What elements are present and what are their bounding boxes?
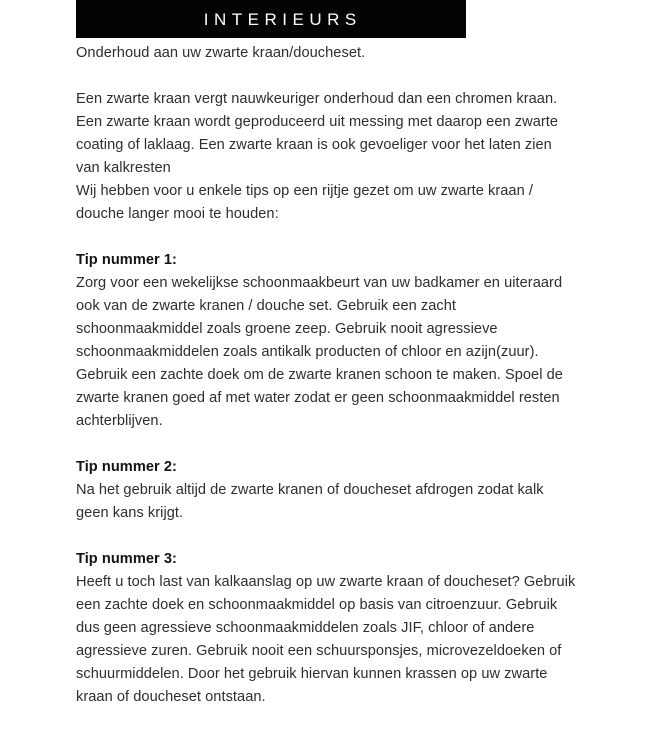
tip-heading: Tip nummer 3:: [76, 551, 177, 567]
tip-body: Zorg voor een wekelijkse schoonmaakbeurt van uw badkamer en uiteraard ook van de zwarte kranen / douche set. Gebruik een zacht schoonmaakmiddel zoals groene zeep. Gebruik nooit agressieve schoonmaakmiddelen zoals antikalk producten of chloor en azijn(zuur).: [76, 275, 563, 360]
spacer: [76, 65, 576, 88]
spacer: [76, 525, 576, 548]
lead-in-paragraph: Wij hebben voor u enkele tips op een rijtje gezet om uw zwarte kraan / douche langer mooi te houden:: [76, 183, 533, 222]
spacer: [76, 226, 576, 249]
page-title: Onderhoud aan uw zwarte kraan/doucheset.: [76, 45, 366, 61]
document-body: [76, 42, 576, 709]
tip-heading: Tip nummer 2:: [76, 459, 177, 475]
tip-body-continued: Gebruik een zachte doek om de zwarte kranen schoon te maken. Spoel de zwarte kranen goed af met water zodat er geen schoonmaakmiddel resten achterblijven.: [76, 367, 563, 429]
tip-heading: Tip nummer 1:: [76, 252, 177, 268]
tip-section-1: [76, 249, 576, 433]
tip-section-2: [76, 456, 576, 525]
tip-body: Heeft u toch last van kalkaanslag op uw zwarte kraan of doucheset? Gebruik een zachte doek en schoonmaakmiddel op basis van citroenzuur. Gebruik dus geen agressieve schoonmaakmiddelen zoals JIF, chloor of andere agressieve zuren. Gebruik nooit een schuursponsjes, microvezeldoeken of schuurmiddelen. Door het gebruik hiervan kunnen krassen op uw zwarte kraan of doucheset ontstaan.: [76, 574, 576, 705]
tip-section-3: [76, 548, 576, 709]
intro-paragraph: Een zwarte kraan vergt nauwkeuriger onderhoud dan een chromen kraan. Een zwarte kraan wordt geproduceerd uit messing met daarop een zwarte coating of laklaag. Een zwarte kraan is ook gevoeliger voor het laten zien van kalkresten: [76, 91, 559, 176]
spacer: [76, 433, 576, 456]
tip-body: Na het gebruik altijd de zwarte kranen of doucheset afdrogen zodat kalk geen kans krijgt.: [76, 482, 544, 521]
brand-banner: [76, 0, 466, 38]
brand-logo-text: INTERIEURS: [203, 9, 362, 29]
